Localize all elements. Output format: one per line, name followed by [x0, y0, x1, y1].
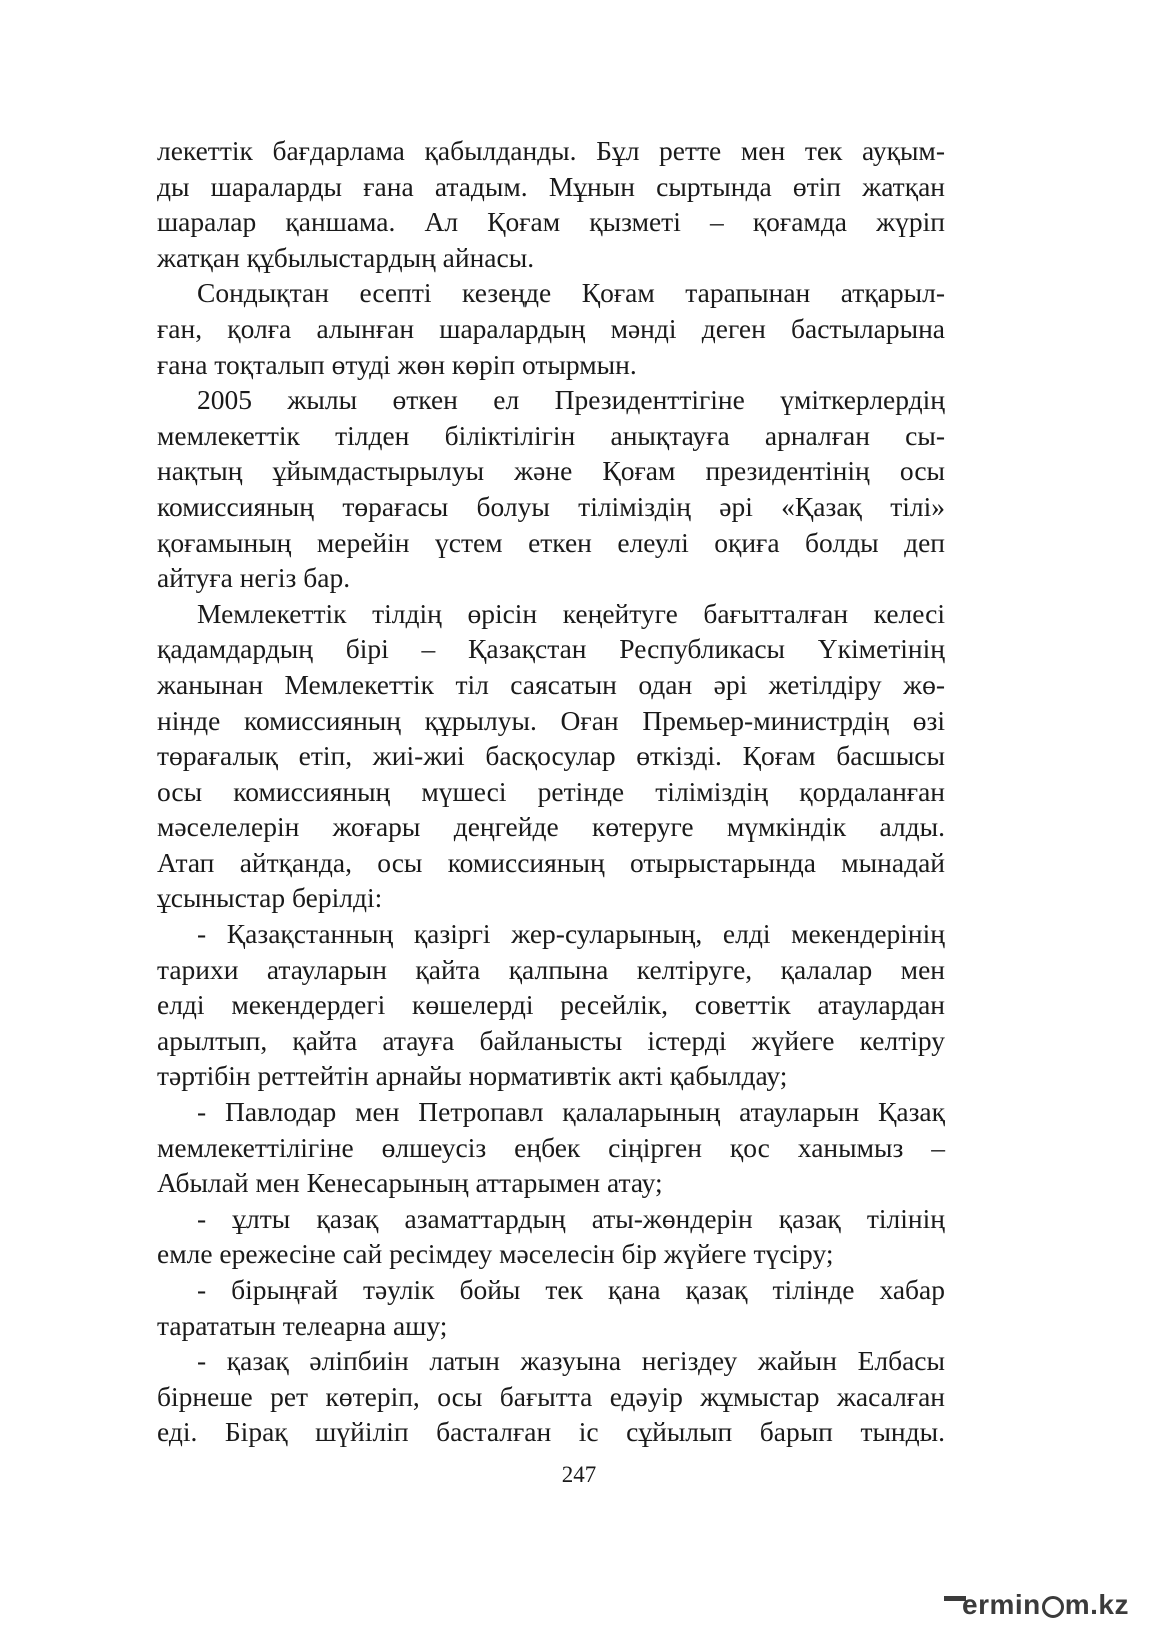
text-line: ған, қолға алынған шаралардың мәнді деген бастыларына	[157, 312, 945, 344]
text-line: ұсыныстар берілді:	[157, 882, 383, 914]
text-line: мәселелерін жоғары деңгейде көтеруге мүмкіндік алды.	[157, 811, 945, 843]
text-line: 2005 жылы өткен ел Президенттігіне үміткерлердің	[197, 384, 945, 416]
text-line: ды шараларды ғана атадым. Мұнын сыртында өтіп жатқан	[157, 170, 945, 202]
text-line: - ұлты қазақ азаматтардың аты-жөндерін қазақ тілінің	[197, 1202, 945, 1234]
text-line: комиссияның төрағасы болуы тіліміздің әрі «Қазақ тілі»	[157, 490, 945, 522]
text-line: Мемлекеттік тілдің өрісін кеңейтуге бағытталған келесі	[197, 597, 945, 629]
text-line: Абылай мен Кенесарының аттарымен атау;	[157, 1167, 663, 1199]
watermark-suffix: m.kz	[1064, 1589, 1129, 1620]
text-line: шаралар қаншама. Ал Қоғам қызметі – қоғамда жүріп	[157, 206, 945, 238]
text-line: мемлекеттілігіне өлшеусіз еңбек сіңірген қос ханымыз –	[157, 1131, 945, 1163]
text-line: - Қазақстанның қазіргі жер-суларының, елді мекендерінің	[197, 918, 945, 950]
text-line: қоғамының мерейін үстем еткен елеулі оқиға болды деп	[157, 526, 945, 558]
text-line: жанынан Мемлекеттік тіл саясатын одан әрі жетілдіру жө-	[157, 668, 945, 700]
text-line: - қазақ әліпбиін латын жазуына негіздеу жайын Елбасы	[197, 1345, 945, 1377]
text-line: айтуға негіз бар.	[157, 562, 351, 594]
text-line: жатқан құбылыстардың айнасы.	[157, 241, 535, 273]
text-line: - бірыңғай тәулік бойы тек қана қазақ тілінде хабар	[197, 1274, 945, 1305]
text-line: нінде комиссияның құрылуы. Оған Премьер-министрдің өзі	[157, 704, 945, 736]
text-line: осы комиссияның мүшесі ретінде тіліміздің қордаланған	[157, 775, 945, 807]
text-line: тарихи атауларын қайта қалпына келтіруге, қалалар мен	[157, 953, 945, 985]
text-line: тарататын телеарна ашу;	[157, 1309, 448, 1341]
watermark-prefix: ermin	[962, 1589, 1041, 1620]
text-line: бірнеше рет көтеріп, осы бағытта едәуір жұмыстар жасалған	[157, 1380, 945, 1412]
text-line: арылтып, қайта атауға байланысты істерді жүйеге келтіру	[157, 1024, 945, 1056]
text-line: Сондықтан есепті кезеңде Қоғам тарапынан атқарыл-	[197, 277, 945, 309]
text-line: қадамдардың бірі – Қазақстан Республикасы Үкіметінің	[157, 633, 945, 665]
text-line: елді мекендердегі көшелерді ресейлік, советтік атаулардан	[157, 989, 945, 1021]
text-line: емле ережесіне сай ресімдеу мәселесін бір жүйеге түсіру;	[157, 1238, 834, 1270]
text-line: - Павлодар мен Петропавл қалаларының атауларын Қазақ	[197, 1096, 945, 1128]
text-line: төрағалық етіп, жиі-жиі басқосулар өткізді. Қоғам басшысы	[157, 740, 945, 772]
page-number: 247	[561, 1462, 597, 1487]
text-line: еді. Бірақ шүйіліп басталған іс сұйылып барып тынды.	[157, 1416, 945, 1448]
text-line: мемлекеттік тілден біліктілігін анықтауға арналған сы-	[157, 419, 945, 451]
text-line: ғана тоқталып өтуді жөн көріп отырмын.	[157, 348, 637, 380]
text-line: тәртібін реттейтін арнайы нормативтік акті қабылдау;	[157, 1060, 788, 1092]
text-line: нақтың ұйымдастырылуы және Қоғам президентінің осы	[157, 455, 945, 487]
termincom-watermark-logo	[944, 1589, 1129, 1629]
text-line: Атап айтқанда, осы комиссияның отырыстарында мынадай	[157, 846, 945, 878]
text-line: лекеттік бағдарлама қабылданды. Бұл ретте мен тек ауқым-	[157, 135, 945, 166]
magnifier-icon	[1042, 1596, 1064, 1618]
page-body-text	[157, 133, 945, 1450]
